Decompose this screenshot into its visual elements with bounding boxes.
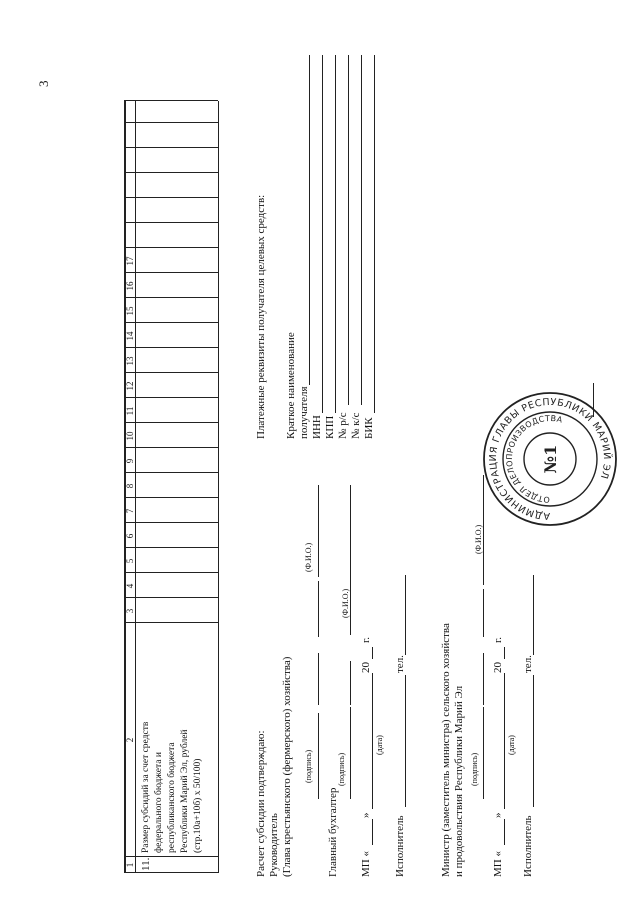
col-header: 4 — [125, 583, 135, 589]
mp-label: МП « — [492, 851, 504, 877]
head-sublabel: (Глава крестьянского (фермерского) хозяйства) — [281, 656, 293, 877]
official-stamp — [480, 389, 620, 529]
col-header: 13 — [125, 356, 135, 366]
executor-label: Исполнитель — [522, 815, 534, 877]
col-header: 14 — [125, 331, 135, 341]
col-header: 17 — [125, 256, 135, 266]
executor-label: Исполнитель — [394, 815, 406, 877]
minister-label: Министр (заместитель министра) сельского хозяйства — [440, 623, 452, 877]
stamp-seal-icon — [480, 389, 620, 529]
mp-label: МП « — [360, 851, 372, 877]
col-header: 9 — [125, 458, 135, 464]
sign-caption: (подпись) — [337, 752, 346, 786]
col-header: 7 — [125, 508, 135, 514]
col-header: 6 — [125, 533, 135, 539]
fio-caption: (Ф.И.О.) — [304, 542, 313, 572]
svg-text:АДМИНИСТРАЦИЯ ГЛАВЫ РЕСПУБЛИКИ: АДМИНИСТРАЦИЯ ГЛАВЫ РЕСПУБЛИКИ МАРИЙ ЭЛ — [487, 396, 613, 522]
rs-label: № р/с — [337, 412, 349, 439]
svg-text:ОТДЕЛ ДЕЛОПРОИЗВОДСТВА: ОТДЕЛ ДЕЛОПРОИЗВОДСТВА — [504, 413, 564, 505]
year-suffix: г. — [492, 636, 504, 643]
col-header: 15 — [125, 306, 135, 316]
row-description: Размер субсидий за счет средств федерального бюджета и республиканского бюджета Республики Марий Эл, рублей (стр.10а+10б) x 50/100) — [141, 721, 203, 853]
kpp-label: КПП — [324, 415, 336, 439]
head-label: Руководитель — [268, 813, 280, 877]
tel-label: тел. — [394, 655, 406, 673]
col-header: 16 — [125, 281, 135, 291]
minister-label-2: и продовольствия Республики Марий Эл — [453, 685, 465, 877]
sign-caption: (подпись) — [304, 749, 313, 783]
fio-caption: (Ф.И.О.) — [474, 524, 483, 554]
page-number: 3 — [36, 80, 51, 87]
quote-close: » — [360, 812, 372, 818]
ks-label: № к/с — [350, 412, 362, 439]
col-header: 10 — [125, 431, 135, 441]
col-header: 5 — [125, 558, 135, 564]
sign-caption: (подпись) — [470, 752, 479, 786]
col-header: 1 — [125, 862, 135, 868]
date-caption: (дата) — [375, 735, 384, 755]
bik-label: БИК — [363, 417, 375, 439]
date-caption: (дата) — [507, 735, 516, 755]
year-label: 20 — [492, 662, 504, 673]
tel-label: тел. — [522, 655, 534, 673]
col-header: 2 — [125, 737, 135, 743]
year-suffix: г. — [360, 636, 372, 643]
confirm-title: Расчет субсидии подтверждаю: — [255, 730, 267, 877]
year-label: 20 — [360, 662, 372, 673]
short-name-label-2: получателя — [298, 386, 310, 439]
col-header: 8 — [125, 483, 135, 489]
fio-caption: (Ф.И.О.) — [341, 588, 350, 618]
col-header: 11 — [125, 406, 135, 416]
short-name-label: Краткое наименование — [285, 332, 297, 439]
chief-accountant-label: Главный бухгалтер — [327, 787, 339, 877]
col-header: 12 — [125, 381, 135, 391]
svg-text:№1: №1 — [541, 444, 560, 474]
quote-close: » — [492, 812, 504, 818]
col-header: 3 — [125, 608, 135, 614]
payment-title: Платежные реквизиты получателя целевых средств: — [255, 194, 267, 439]
row-number: 11. — [140, 857, 152, 871]
inn-label: ИНН — [311, 415, 323, 439]
